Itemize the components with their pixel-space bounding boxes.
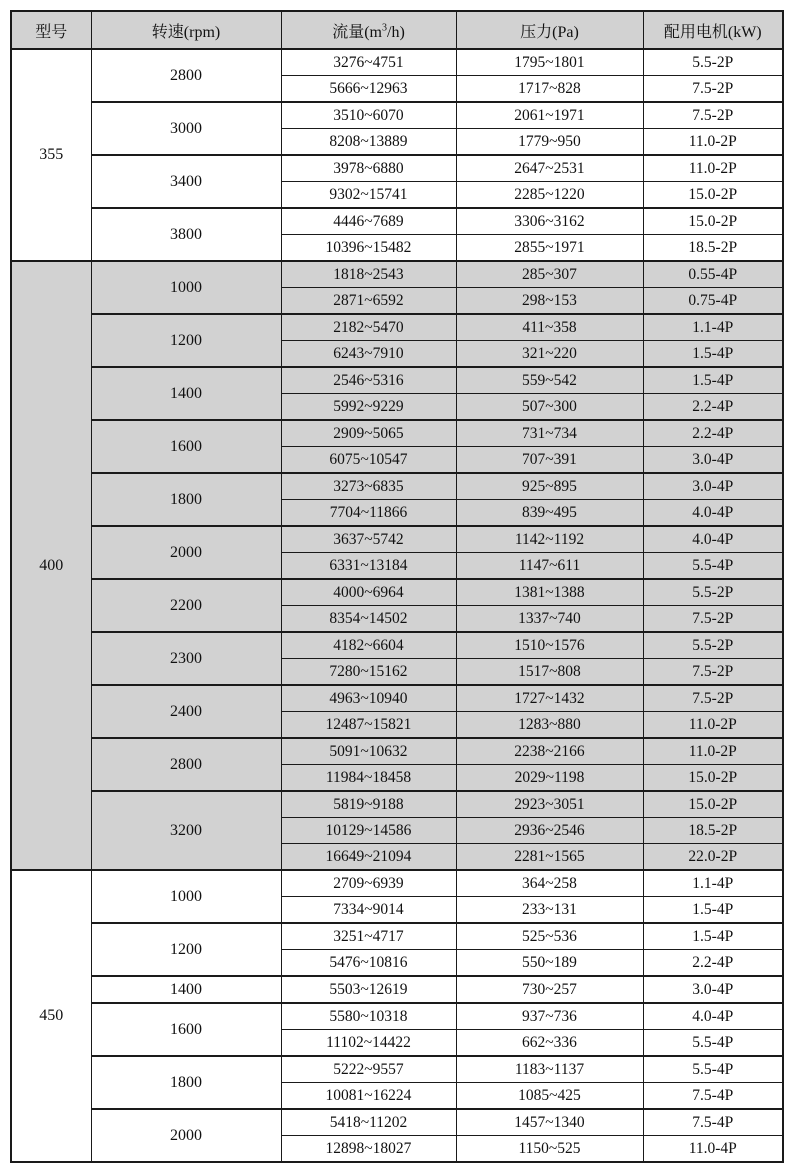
pressure-cell: 1142~1192 — [456, 526, 643, 553]
motor-cell: 4.0-4P — [643, 1003, 783, 1030]
speed-cell: 3200 — [91, 791, 281, 870]
flow-cell: 5666~12963 — [281, 76, 456, 103]
pressure-cell: 550~189 — [456, 950, 643, 977]
motor-cell: 1.5-4P — [643, 897, 783, 924]
pressure-cell: 1795~1801 — [456, 49, 643, 76]
motor-cell: 1.5-4P — [643, 923, 783, 950]
table-row — [11, 208, 783, 235]
speed-cell: 1600 — [91, 420, 281, 473]
table-row — [11, 49, 783, 76]
motor-cell: 1.1-4P — [643, 314, 783, 341]
motor-cell: 7.5-2P — [643, 76, 783, 103]
motor-cell: 4.0-4P — [643, 526, 783, 553]
speed-cell: 2300 — [91, 632, 281, 685]
speed-cell: 1200 — [91, 923, 281, 976]
flow-cell: 8208~13889 — [281, 129, 456, 156]
flow-cell: 7280~15162 — [281, 659, 456, 686]
flow-cell: 5992~9229 — [281, 394, 456, 421]
pressure-cell: 2647~2531 — [456, 155, 643, 182]
motor-cell: 15.0-2P — [643, 182, 783, 209]
motor-cell: 5.5-2P — [643, 49, 783, 76]
motor-cell: 7.5-4P — [643, 1083, 783, 1110]
pressure-cell: 2238~2166 — [456, 738, 643, 765]
flow-cell: 2909~5065 — [281, 420, 456, 447]
flow-cell: 2182~5470 — [281, 314, 456, 341]
header-row — [11, 11, 783, 49]
motor-cell: 7.5-2P — [643, 606, 783, 633]
flow-cell: 4446~7689 — [281, 208, 456, 235]
pressure-cell: 364~258 — [456, 870, 643, 897]
pressure-cell: 1085~425 — [456, 1083, 643, 1110]
motor-cell: 3.0-4P — [643, 473, 783, 500]
pressure-cell: 937~736 — [456, 1003, 643, 1030]
table-row — [11, 367, 783, 394]
pressure-cell: 285~307 — [456, 261, 643, 288]
motor-cell: 11.0-4P — [643, 1136, 783, 1163]
motor-cell: 1.5-4P — [643, 367, 783, 394]
flow-cell: 2871~6592 — [281, 288, 456, 315]
flow-cell: 6075~10547 — [281, 447, 456, 474]
flow-cell: 4963~10940 — [281, 685, 456, 712]
table-row — [11, 155, 783, 182]
flow-cell: 5476~10816 — [281, 950, 456, 977]
speed-cell: 2200 — [91, 579, 281, 632]
pressure-cell: 730~257 — [456, 976, 643, 1003]
pressure-cell: 925~895 — [456, 473, 643, 500]
pressure-cell: 525~536 — [456, 923, 643, 950]
pressure-cell: 662~336 — [456, 1030, 643, 1057]
flow-cell: 11102~14422 — [281, 1030, 456, 1057]
pressure-cell: 839~495 — [456, 500, 643, 527]
speed-cell: 1600 — [91, 1003, 281, 1056]
table-row — [11, 976, 783, 1003]
flow-cell: 5091~10632 — [281, 738, 456, 765]
table-row — [11, 420, 783, 447]
speed-cell: 1200 — [91, 314, 281, 367]
speed-cell: 1800 — [91, 473, 281, 526]
flow-cell: 12487~15821 — [281, 712, 456, 739]
flow-cell: 10129~14586 — [281, 818, 456, 844]
model-cell: 400 — [11, 261, 91, 870]
pressure-cell: 2061~1971 — [456, 102, 643, 129]
motor-cell: 5.5-4P — [643, 1030, 783, 1057]
flow-cell: 2546~5316 — [281, 367, 456, 394]
flow-cell: 5503~12619 — [281, 976, 456, 1003]
header-motor: 配用电机(kW) — [643, 11, 783, 49]
model-cell: 450 — [11, 870, 91, 1162]
table-row — [11, 632, 783, 659]
motor-cell: 18.5-2P — [643, 235, 783, 262]
header-pressure: 压力(Pa) — [456, 11, 643, 49]
flow-cell: 12898~18027 — [281, 1136, 456, 1163]
flow-cell: 4000~6964 — [281, 579, 456, 606]
pressure-cell: 1457~1340 — [456, 1109, 643, 1136]
motor-cell: 0.75-4P — [643, 288, 783, 315]
pressure-cell: 1517~808 — [456, 659, 643, 686]
header-flow-pre: 流量(m — [332, 23, 382, 41]
speed-cell: 2800 — [91, 49, 281, 102]
speed-cell: 1400 — [91, 976, 281, 1003]
motor-cell: 15.0-2P — [643, 208, 783, 235]
table-row — [11, 923, 783, 950]
header-speed: 转速(rpm) — [91, 11, 281, 49]
pressure-cell: 1510~1576 — [456, 632, 643, 659]
pressure-cell: 559~542 — [456, 367, 643, 394]
flow-cell: 4182~6604 — [281, 632, 456, 659]
motor-cell: 18.5-2P — [643, 818, 783, 844]
flow-cell: 6243~7910 — [281, 341, 456, 368]
pressure-cell: 2855~1971 — [456, 235, 643, 262]
pressure-cell: 2285~1220 — [456, 182, 643, 209]
flow-cell: 16649~21094 — [281, 844, 456, 871]
flow-cell: 3251~4717 — [281, 923, 456, 950]
motor-cell: 4.0-4P — [643, 500, 783, 527]
flow-cell: 9302~15741 — [281, 182, 456, 209]
pressure-cell: 411~358 — [456, 314, 643, 341]
flow-cell: 5418~11202 — [281, 1109, 456, 1136]
table-row — [11, 738, 783, 765]
table-body — [11, 49, 783, 1162]
motor-cell: 15.0-2P — [643, 791, 783, 818]
speed-cell: 1000 — [91, 870, 281, 923]
pressure-cell: 2281~1565 — [456, 844, 643, 871]
header-model: 型号 — [11, 11, 91, 49]
speed-cell: 2800 — [91, 738, 281, 791]
flow-cell: 11984~18458 — [281, 765, 456, 792]
flow-cell: 3510~6070 — [281, 102, 456, 129]
header-flow — [281, 11, 456, 49]
flow-cell: 5819~9188 — [281, 791, 456, 818]
motor-cell: 5.5-2P — [643, 579, 783, 606]
pressure-cell: 298~153 — [456, 288, 643, 315]
pressure-cell: 1337~740 — [456, 606, 643, 633]
motor-cell: 11.0-2P — [643, 738, 783, 765]
model-cell: 355 — [11, 49, 91, 261]
table-row — [11, 314, 783, 341]
motor-cell: 3.0-4P — [643, 976, 783, 1003]
speed-cell: 3400 — [91, 155, 281, 208]
pressure-cell: 731~734 — [456, 420, 643, 447]
flow-cell: 3276~4751 — [281, 49, 456, 76]
table-header — [11, 11, 783, 49]
table-row — [11, 870, 783, 897]
motor-cell: 5.5-4P — [643, 553, 783, 580]
motor-cell: 11.0-2P — [643, 155, 783, 182]
motor-cell: 7.5-2P — [643, 102, 783, 129]
speed-cell: 1400 — [91, 367, 281, 420]
table-row — [11, 685, 783, 712]
pressure-cell: 707~391 — [456, 447, 643, 474]
motor-cell: 7.5-2P — [643, 659, 783, 686]
motor-cell: 11.0-2P — [643, 129, 783, 156]
pressure-cell: 507~300 — [456, 394, 643, 421]
table-row — [11, 791, 783, 818]
speed-cell: 1800 — [91, 1056, 281, 1109]
speed-cell: 3000 — [91, 102, 281, 155]
pressure-cell: 1717~828 — [456, 76, 643, 103]
motor-cell: 2.2-4P — [643, 420, 783, 447]
pressure-cell: 1147~611 — [456, 553, 643, 580]
pressure-cell: 1727~1432 — [456, 685, 643, 712]
pressure-cell: 2923~3051 — [456, 791, 643, 818]
flow-cell: 10396~15482 — [281, 235, 456, 262]
motor-cell: 5.5-4P — [643, 1056, 783, 1083]
motor-cell: 15.0-2P — [643, 765, 783, 792]
header-flow-sup: 3 — [382, 22, 387, 34]
speed-cell: 2000 — [91, 526, 281, 579]
pressure-cell: 1381~1388 — [456, 579, 643, 606]
flow-cell: 5580~10318 — [281, 1003, 456, 1030]
motor-cell: 5.5-2P — [643, 632, 783, 659]
pressure-cell: 2029~1198 — [456, 765, 643, 792]
table-row — [11, 579, 783, 606]
flow-cell: 2709~6939 — [281, 870, 456, 897]
table-row — [11, 1109, 783, 1136]
spec-table — [10, 10, 784, 1163]
flow-cell: 3978~6880 — [281, 155, 456, 182]
motor-cell: 2.2-4P — [643, 950, 783, 977]
flow-cell: 5222~9557 — [281, 1056, 456, 1083]
header-flow-post: /h) — [387, 23, 405, 41]
pressure-cell: 2936~2546 — [456, 818, 643, 844]
motor-cell: 2.2-4P — [643, 394, 783, 421]
speed-cell: 1000 — [91, 261, 281, 314]
motor-cell: 1.1-4P — [643, 870, 783, 897]
flow-cell: 10081~16224 — [281, 1083, 456, 1110]
pressure-cell: 321~220 — [456, 341, 643, 368]
motor-cell: 7.5-2P — [643, 685, 783, 712]
flow-cell: 1818~2543 — [281, 261, 456, 288]
table-row — [11, 1003, 783, 1030]
pressure-cell: 1283~880 — [456, 712, 643, 739]
table-row — [11, 102, 783, 129]
motor-cell: 0.55-4P — [643, 261, 783, 288]
speed-cell: 2000 — [91, 1109, 281, 1162]
table-row — [11, 473, 783, 500]
table-row — [11, 526, 783, 553]
pressure-cell: 1779~950 — [456, 129, 643, 156]
flow-cell: 3637~5742 — [281, 526, 456, 553]
pressure-cell: 233~131 — [456, 897, 643, 924]
motor-cell: 7.5-4P — [643, 1109, 783, 1136]
pressure-cell: 3306~3162 — [456, 208, 643, 235]
pressure-cell: 1183~1137 — [456, 1056, 643, 1083]
flow-cell: 6331~13184 — [281, 553, 456, 580]
motor-cell: 22.0-2P — [643, 844, 783, 871]
motor-cell: 11.0-2P — [643, 712, 783, 739]
speed-cell: 2400 — [91, 685, 281, 738]
pressure-cell: 1150~525 — [456, 1136, 643, 1163]
flow-cell: 8354~14502 — [281, 606, 456, 633]
speed-cell: 3800 — [91, 208, 281, 261]
flow-cell: 3273~6835 — [281, 473, 456, 500]
flow-cell: 7704~11866 — [281, 500, 456, 527]
table-row — [11, 1056, 783, 1083]
table-row — [11, 261, 783, 288]
motor-cell: 1.5-4P — [643, 341, 783, 368]
motor-cell: 3.0-4P — [643, 447, 783, 474]
flow-cell: 7334~9014 — [281, 897, 456, 924]
